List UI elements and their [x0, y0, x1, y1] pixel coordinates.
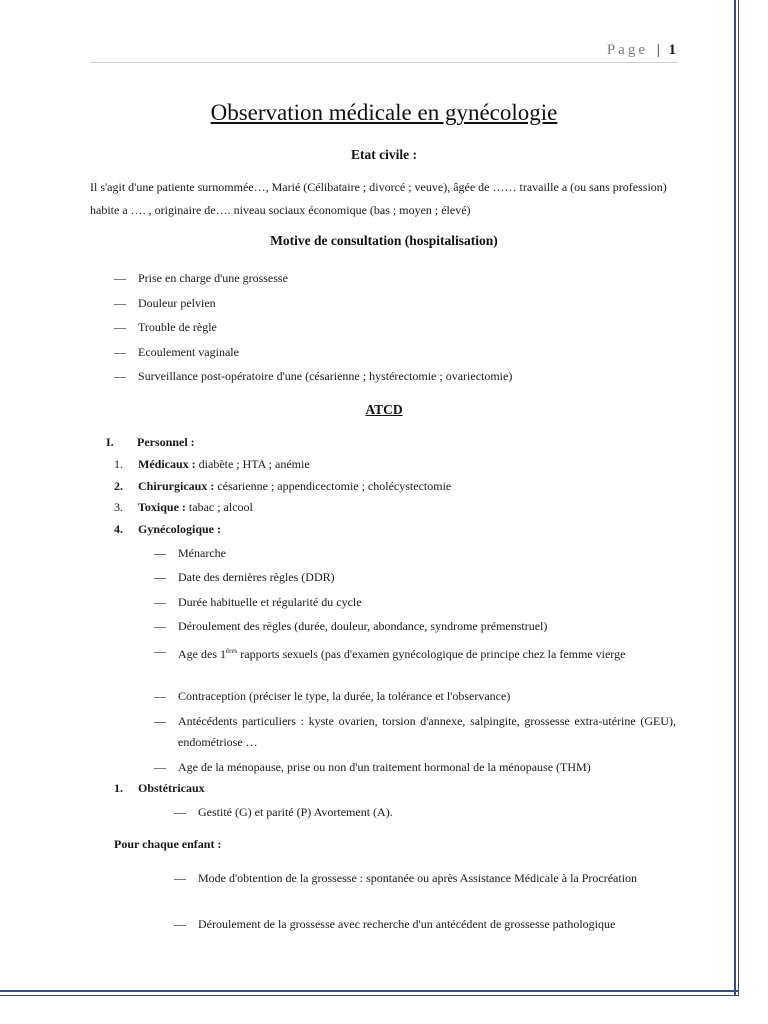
list-item: — Ecoulement vaginale — [114, 345, 239, 359]
list-item: — Date des dernières règles (DDR) — [154, 570, 335, 584]
pour-chaque-enfant: Pour chaque enfant : — [114, 837, 222, 851]
page-number: 1 — [668, 42, 676, 58]
document-title: Observation médicale en gynécologie — [210, 100, 558, 125]
list-item: — Age de la ménopause, prise ou non d'un traitement hormonal de la ménopause (THM) — [154, 760, 591, 774]
list-item: 4. Gynécologique : — [114, 522, 221, 536]
list-item: 3. Toxique : tabac ; alcool — [114, 500, 253, 514]
section-obstetricaux: 1. Obstétricaux — [114, 781, 205, 795]
page-separator: | — [656, 42, 660, 58]
page-border-right-thin — [738, 0, 739, 996]
page-header — [607, 42, 676, 59]
list-item: — Surveillance post-opératoire d'une (césarienne ; hystérectomie ; ovariectomie) — [114, 369, 513, 383]
list-item: — Mode d'obtention de la grossesse : spontanée ou après Assistance Médicale à la Procréation — [174, 871, 638, 885]
etat-civile-text: Il s'agit d'une patiente surnommée…, Marié (Célibataire ; divorcé ; veuve), âgée de …… travaille a (ou sans profession) habite a …. , originaire de…. niveau sociaux économique (bas ; moyen ; élevé) — [90, 180, 667, 217]
page-label: Page — [606, 42, 648, 58]
page-border-bottom — [0, 990, 739, 992]
motive-heading: Motive de consultation (hospitalisation) — [270, 233, 498, 248]
page-border-right — [734, 0, 736, 996]
atcd-heading: ATCD — [365, 402, 403, 417]
list-item: — Gestité (G) et parité (P) Avortement (A). — [174, 805, 393, 819]
page-border-bottom-thin — [0, 995, 739, 996]
list-item: — Contraception (préciser le type, la durée, la tolérance et l'observance) — [154, 689, 511, 703]
list-item: 1. Médicaux : diabète ; HTA ; anémie — [114, 457, 310, 471]
header-rule — [90, 62, 678, 63]
list-item: — Douleur pelvien — [114, 296, 216, 310]
list-item: — Prise en charge d'une grossesse — [114, 271, 288, 285]
list-item: — Durée habituelle et régularité du cycle — [154, 595, 362, 609]
list-item: — Trouble de règle — [114, 320, 217, 334]
list-item: — Déroulement des règles (durée, douleur, abondance, syndrome prémenstruel) — [154, 619, 548, 633]
etat-civile-heading: Etat civile : — [351, 147, 417, 162]
list-item: — Déroulement de la grossesse avec recherche d'un antécédent de grossesse pathologique — [174, 917, 616, 931]
list-item: — Antécédents particuliers : kyste ovarien, torsion d'annexe, salpingite, grossesse extra-utérine (GEU), endométriose … — [154, 714, 676, 749]
section-personnel: I. Personnel : — [106, 435, 195, 449]
list-item: 2. Chirurgicaux : césarienne ; appendicectomie ; cholécystectomie — [114, 479, 452, 493]
list-item: — Ménarche — [154, 546, 226, 560]
list-item: — Age des $1^{éres}$ rapports sexuels (pas d'examen gynécologique de principe chez la femme vierge — [154, 644, 626, 661]
